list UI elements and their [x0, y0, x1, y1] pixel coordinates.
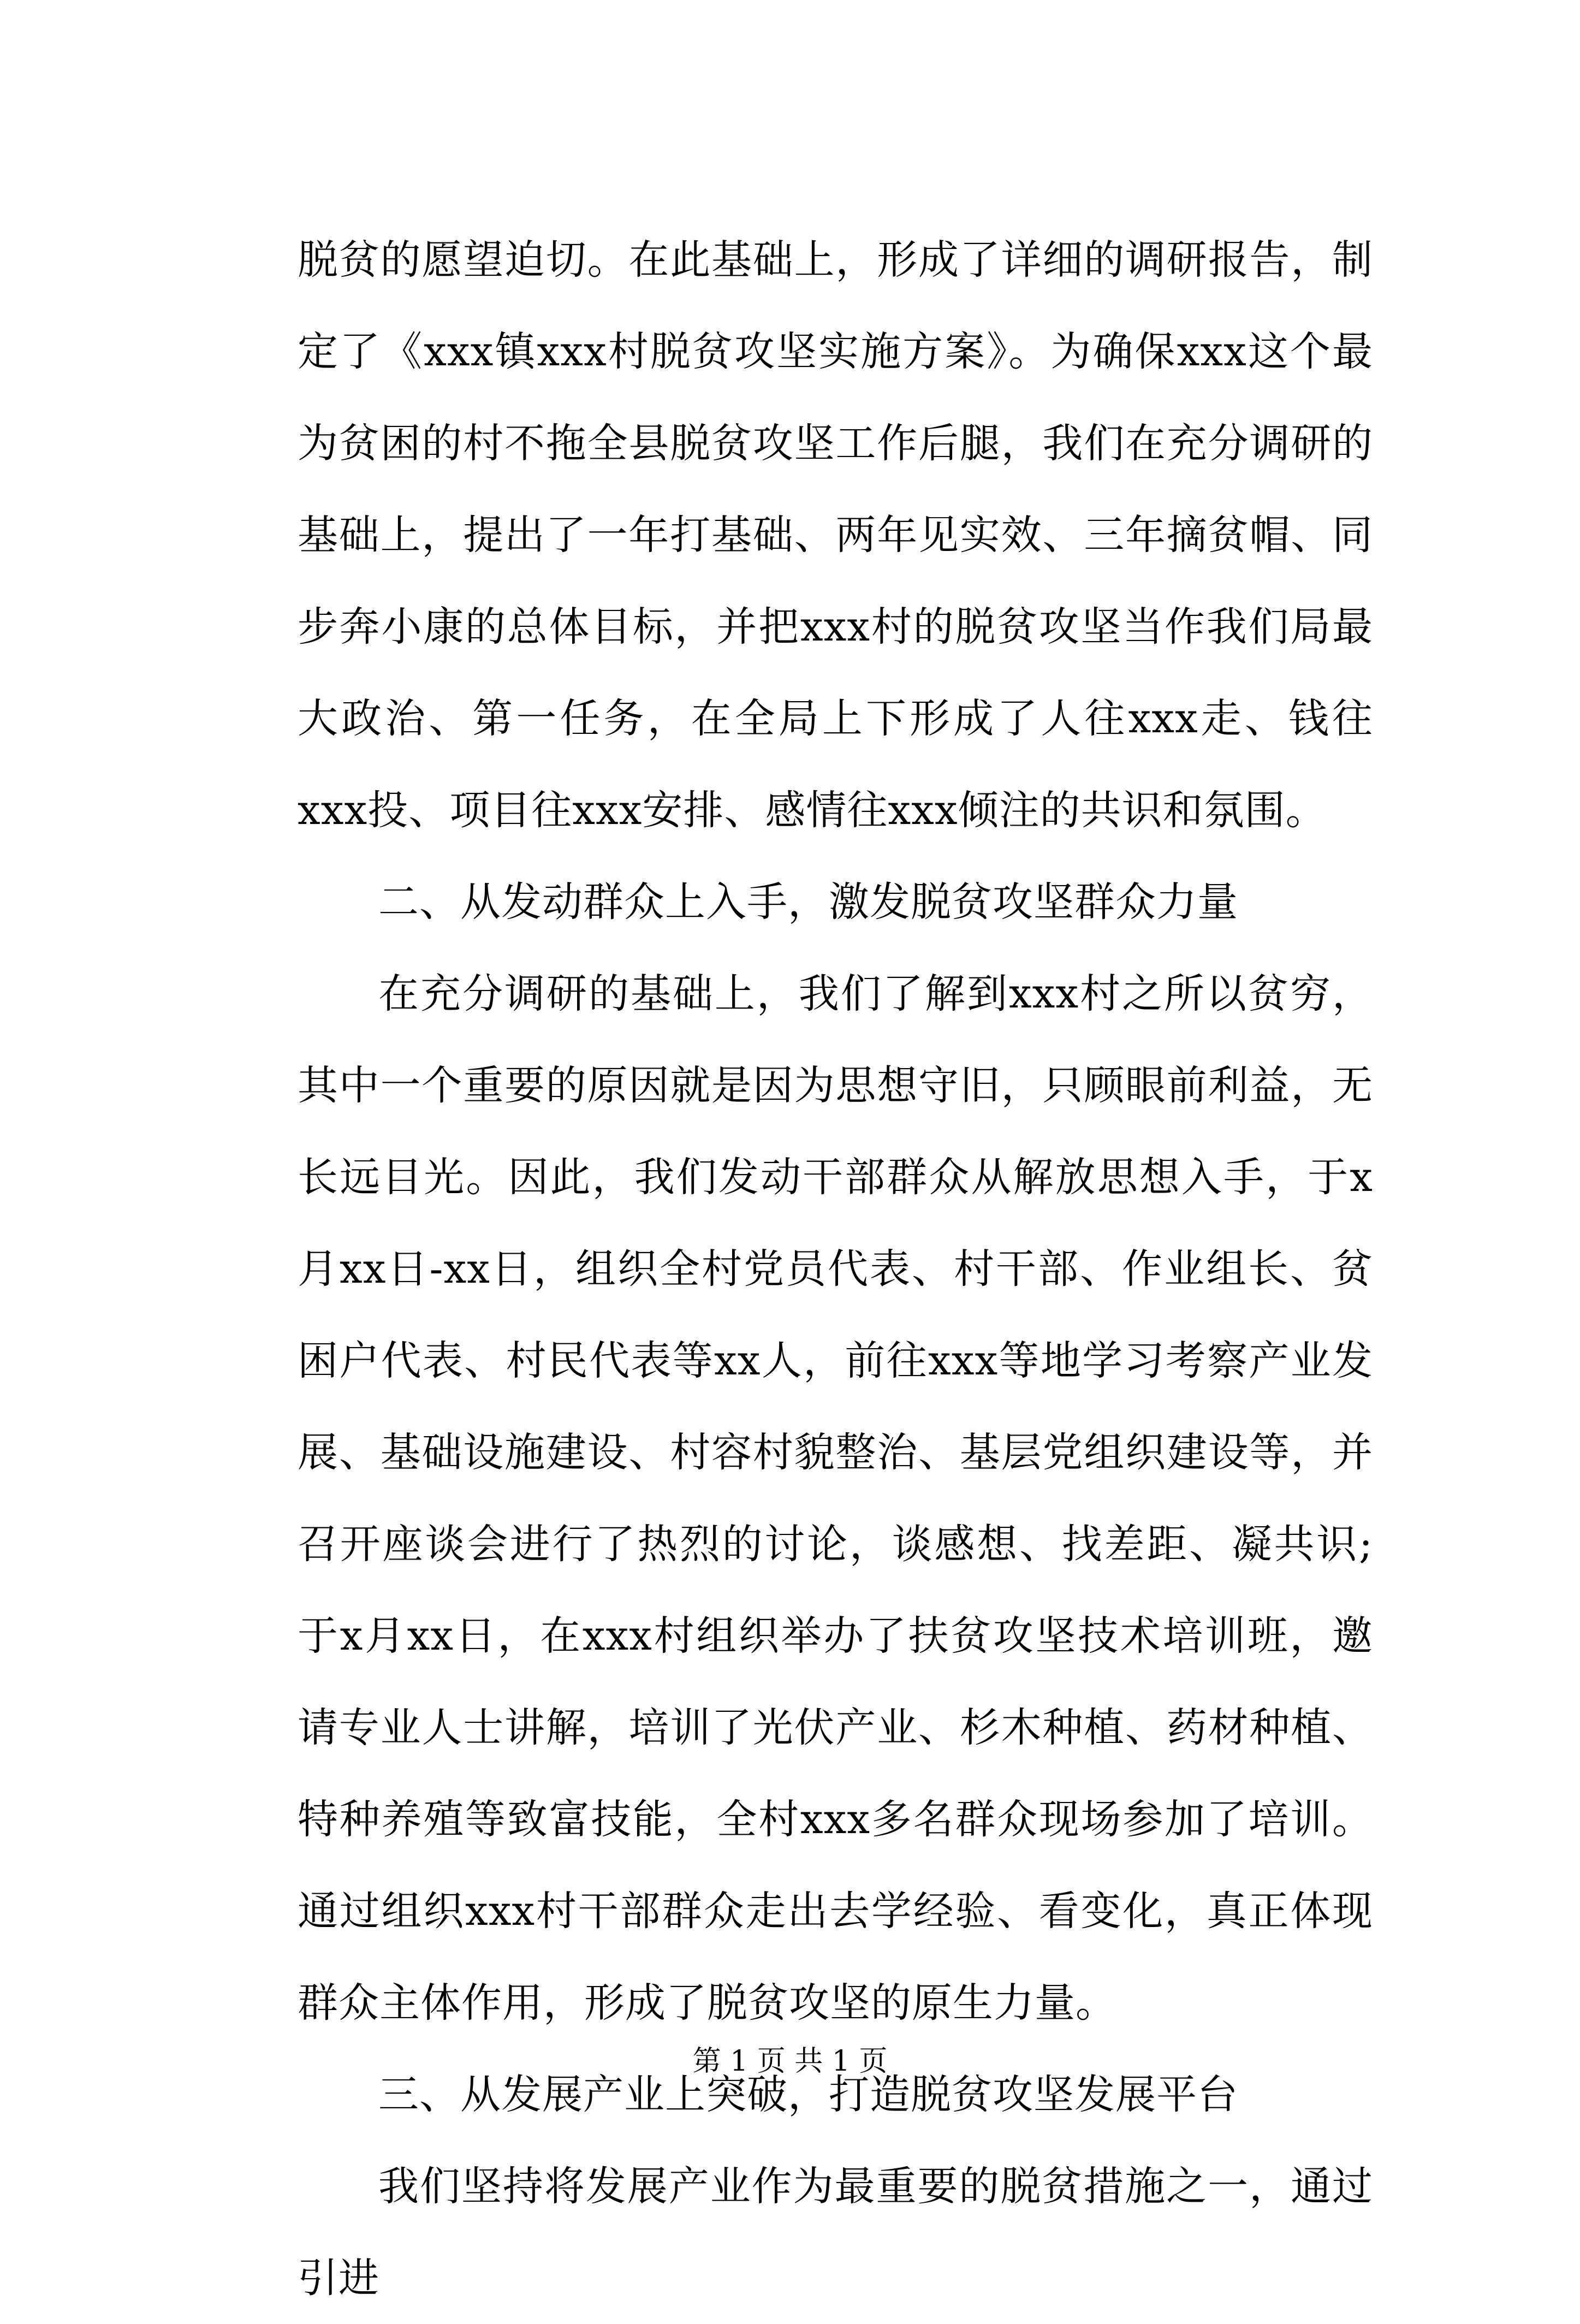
paragraph-continuation: 脱贫的愿望迫切。在此基础上，形成了详细的调研报告，制定了《xxx镇xxx村脱贫攻坚实施方案》。为确保xxx这个最为贫困的村不拖全县脱贫攻坚工作后腿，我们在充分调研的基础上，提出了一年打基础、两年见实效、三年摘贫帽、同步奔小康的总体目标，并把xxx村的脱贫攻坚当作我们局最大政治、第一任务，在全局上下形成了人往xxx走、钱往xxx投、项目往xxx安排、感情往xxx倾注的共识和氛围。 — [298, 236, 1373, 834]
section-heading-3: 三、从发展产业上突破，打造脱贫攻坚发展平台 — [378, 2071, 1238, 2118]
paragraph-industry: 我们坚持将发展产业作为最重要的脱贫措施之一，通过引进 — [298, 2163, 1373, 2302]
paragraph-mobilize-masses: 在充分调研的基础上，我们了解到xxx村之所以贫穷，其中一个重要的原因就是因为思想守旧，只顾眼前利益，无长远目光。因此，我们发动干部群众从解放思想入手，于x月xx日-xx日，组织全村党员代表、村干部、作业组长、贫困户代表、村民代表等xx人，前往xxx等地学习考察产业发展、基础设施建设、村容村貌整治、基层党组织建设等，并召开座谈会进行了热烈的讨论，谈感想、找差距、凝共识;于x月xx日，在xxx村组织举办了扶贫攻坚技术培训班，邀请专业人士讲解，培训了光伏产业、杉木种植、药材种植、特种养殖等致富技能，全村xxx多名群众现场参加了培训。通过组织xxx村干部群众走出去学经验、看变化，真正体现群众主体作用，形成了脱贫攻坚的原生力量。 — [298, 970, 1373, 2026]
page-footer: 第 1 页 共 1 页 — [692, 2045, 888, 2078]
document-body — [298, 214, 1373, 2324]
section-heading-2: 二、从发动群众上入手，激发脱贫攻坚群众力量 — [378, 879, 1238, 926]
